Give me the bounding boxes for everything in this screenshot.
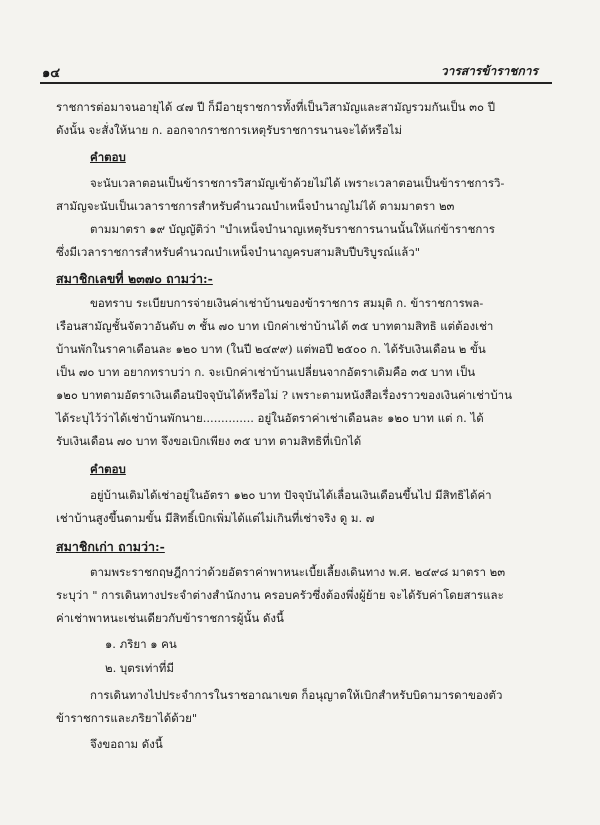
question-line: ได้ระบุไว้ว่าได้เช่าบ้านพักนาย.............. อยู่ในอัตราค่าเช่าเดือนละ ๑๒๐ บาท แต่ ก. ได้ (56, 411, 484, 425)
question-line: การเดินทางไปประจำการในราชอาณาเขต ก็อนุญาตให้เบิกสำหรับบิดามารดาของตัว (90, 688, 503, 702)
answer-line: ซึ่งมีเวลาราชการสำหรับคำนวณบำเหน็จบำนาญครบสามสิบปีบริบูรณ์แล้ว" (56, 245, 421, 259)
answer-line: ตามมาตรา ๑๙ บัญญัติว่า "บำเหน็จบำนาญเหตุรับราชการนานนั้นให้แก่ข้าราชการ (90, 222, 495, 236)
question-line: บ้านพักในราคาเดือนละ ๑๒๐ บาท (ในปี ๒๔๙๙) แต่พอปี ๒๕๐๐ ก. ได้รับเงินเดือน ๒ ขั้น (56, 342, 486, 356)
section-title: สมาชิกเลขที่ ๒๓๗๐ ถามว่า:- (56, 271, 213, 286)
list-item: ๒. บุตรเท่าที่มี (105, 661, 174, 675)
question-line: ระบุว่า " การเดินทางประจำต่างสำนักงาน ครอบครัวซึ่งต้องพึ่งผู้ย้าย จะได้รับค่าโดยสารและ (56, 588, 504, 602)
question-line: ค่าเช่าพาหนะเช่นเดียวกับข้าราชการผู้นั้น ดังนี้ (56, 611, 284, 625)
answer-label: คำตอบ (90, 150, 126, 164)
question-line: ๑๒๐ บาทตามอัตราเงินเดือนปัจจุบันได้หรือไม่ ? เพราะตามหนังสือเรื่องราวของเงินค่าเช่าบ้าน (56, 388, 512, 402)
header-rule (40, 82, 552, 84)
question-line: เป็น ๗๐ บาท อยากทราบว่า ก. จะเบิกค่าเช่าบ้านเปลี่ยนจากอัตราเดิมคือ ๓๕ บาท เป็น (56, 365, 476, 379)
answer-line: เช่าบ้านสูงขึ้นตามขั้น มีสิทธิ์เบิกเพิ่มได้แต่ไม่เกินที่เช่าจริง ดู ม. ๗ (56, 511, 375, 525)
section-heading (56, 537, 165, 557)
answer-label: คำตอบ (90, 462, 126, 476)
section-heading (56, 269, 213, 289)
answer-line: จะนับเวลาตอนเป็นข้าราชการวิสามัญเข้าด้วยไม่ได้ เพราะเวลาตอนเป็นข้าราชการวิ- (90, 176, 505, 190)
section-title: สมาชิกเก่า ถามว่า:- (56, 539, 165, 554)
question-line: จึงขอถาม ดังนี้ (90, 737, 163, 751)
body-line: ราชการต่อมาจนอายุได้ ๔๗ ปี ก็มีอายุราชการทั้งที่เป็นวิสามัญและสามัญรวมกันเป็น ๓๐ ปี (56, 100, 495, 114)
journal-title: วารสารข้าราชการ (440, 64, 538, 78)
answer-line: สามัญจะนับเป็นเวลาราชการสำหรับคำนวณบำเหน็จบำนาญไม่ได้ ตามมาตรา ๒๓ (56, 199, 455, 213)
list-item: ๑. ภริยา ๑ คน (105, 637, 177, 651)
page-number: ๑๔ (42, 66, 61, 81)
answer-line: อยู่บ้านเดิมได้เช่าอยู่ในอัตรา ๑๒๐ บาท ปัจจุบันได้เลื่อนเงินเดือนขึ้นไป มีสิทธิได้ค่า (90, 488, 492, 502)
body-line: ดังนั้น จะสั่งให้นาย ก. ออกจากราชการเหตุรับราชการนานจะได้หรือไม่ (56, 123, 403, 137)
question-line: ขอทราบ ระเบียบการจ่ายเงินค่าเช่าบ้านของข้าราชการ สมมุติ ก. ข้าราชการพล- (90, 296, 484, 310)
question-line: เรือนสามัญชั้นจัตวาอันดับ ๓ ชั้น ๗๐ บาท เบิกค่าเช่าบ้านได้ ๓๕ บาทตามสิทธิ แต่ต้องเช่า (56, 319, 494, 333)
question-line: ตามพระราชกฤษฎีกาว่าด้วยอัตราค่าพาหนะเบี้ยเลี้ยงเดินทาง พ.ศ. ๒๔๙๘ มาตรา ๒๓ (90, 565, 506, 579)
question-line: ข้าราชการและภริยาได้ด้วย" (56, 711, 198, 725)
question-line: รับเงินเดือน ๗๐ บาท จึงขอเบิกเพียง ๓๕ บาท ตามสิทธิที่เบิกได้ (56, 434, 362, 448)
